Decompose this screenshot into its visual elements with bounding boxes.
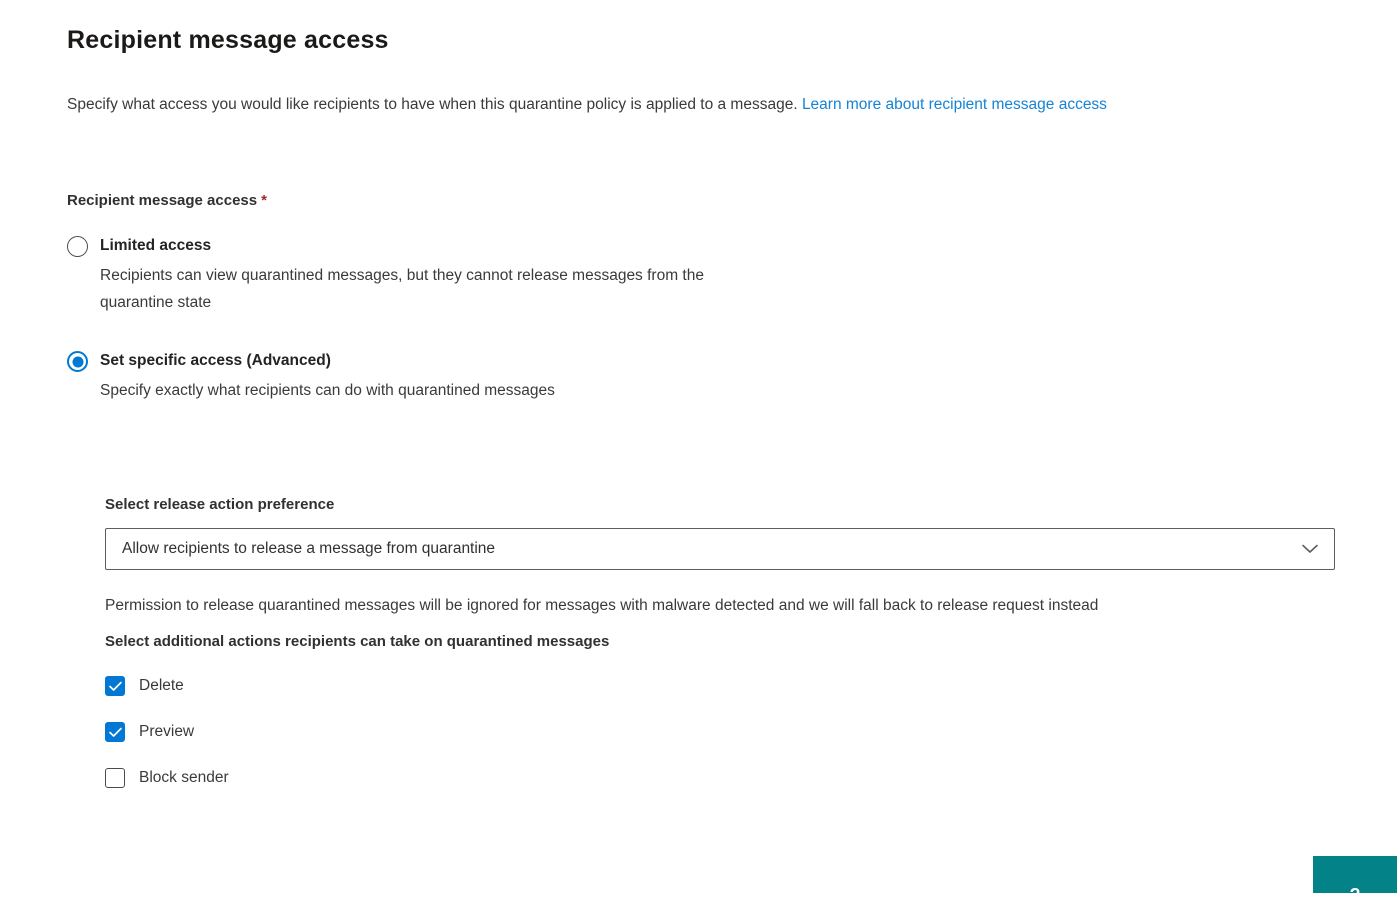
checkbox-row-preview[interactable] (105, 722, 1335, 742)
checkmark-icon (109, 681, 122, 692)
help-button-label: ? (1349, 885, 1361, 905)
checkbox-label: Preview (139, 723, 195, 740)
access-field-label-text: Recipient message access (67, 192, 258, 209)
checkbox-label: Delete (139, 677, 184, 694)
radio-button-set-specific-access[interactable] (67, 351, 88, 372)
checkbox-label: Block sender (139, 769, 229, 786)
radio-button-limited-access[interactable] (67, 236, 88, 257)
release-action-dropdown-value: Allow recipients to release a message from quarantine (122, 540, 496, 557)
checkbox-row-block-sender[interactable] (105, 768, 1335, 788)
additional-actions-checkbox-list (105, 676, 1335, 788)
release-action-note: Permission to release quarantined messages will be ignored for messages with malware detected and we will fall back to release request instead (105, 597, 1099, 614)
radio-option-set-specific-access[interactable] (67, 350, 1333, 404)
page-description-text: Specify what access you would like recipients to have when this quarantine policy is applied to a message. (67, 96, 802, 113)
release-action-label: Select release action preference (105, 496, 335, 513)
page-description (67, 91, 1333, 118)
additional-actions-label: Select additional actions recipients can take on quarantined messages (105, 633, 610, 650)
help-button[interactable] (1313, 856, 1397, 905)
checkbox-preview[interactable] (105, 722, 125, 742)
access-radio-group (67, 235, 1333, 404)
radio-option-label: Set specific access (Advanced) (100, 352, 331, 369)
advanced-access-section (105, 496, 1335, 788)
radio-option-label: Limited access (100, 237, 212, 254)
checkbox-block-sender[interactable] (105, 768, 125, 788)
page-title: Recipient message access (67, 26, 389, 54)
radio-option-description: Specify exactly what recipients can do with quarantined messages (100, 382, 555, 399)
release-action-dropdown[interactable] (105, 528, 1335, 570)
chevron-down-icon (1302, 544, 1318, 554)
required-asterisk: * (261, 192, 267, 209)
radio-option-set-specific-access-text (100, 350, 555, 404)
learn-more-link[interactable]: Learn more about recipient message access (801, 96, 1107, 113)
checkmark-icon (109, 727, 122, 738)
radio-option-limited-access[interactable] (67, 235, 1333, 316)
access-field-label (67, 192, 1333, 209)
checkbox-row-delete[interactable] (105, 676, 1335, 696)
checkbox-delete[interactable] (105, 676, 125, 696)
radio-option-description: Recipients can view quarantined messages, but they cannot release messages from the quarantine state (100, 267, 704, 311)
radio-option-limited-access-text (100, 235, 740, 316)
